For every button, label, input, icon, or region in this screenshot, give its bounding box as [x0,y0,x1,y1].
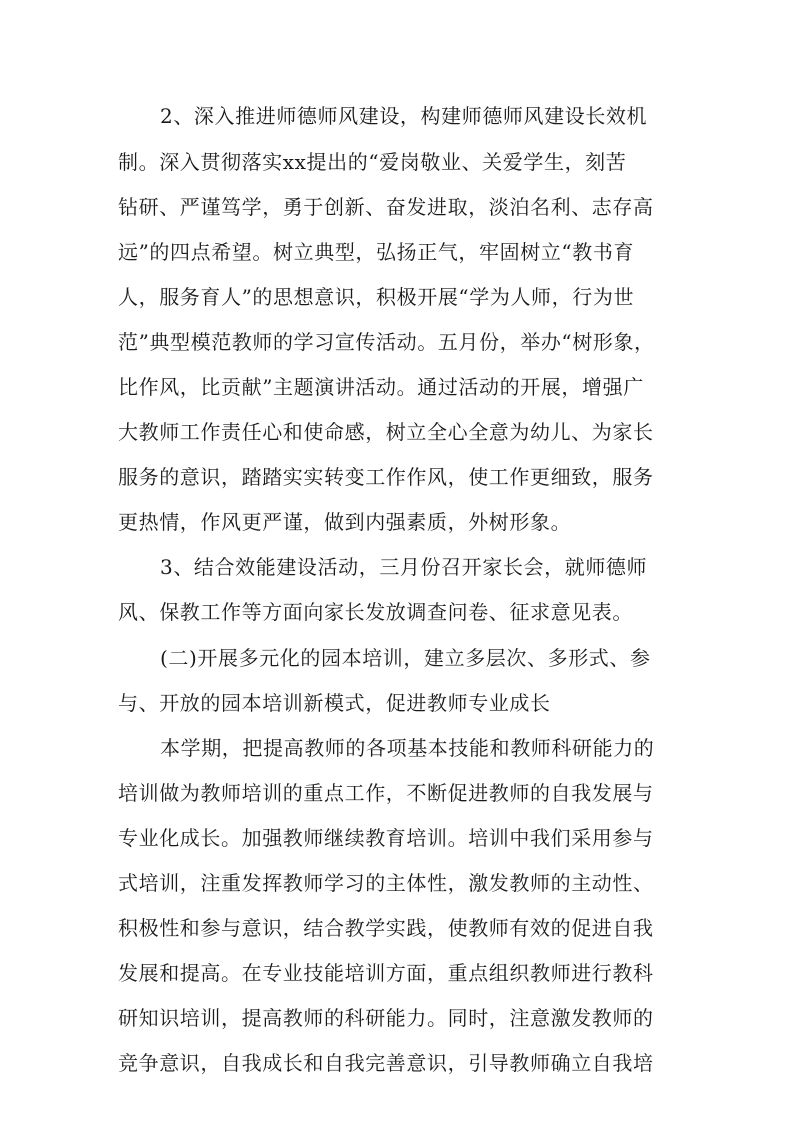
paragraph-line: 制。深入贯彻落实xx提出的“爱岗敬业、关爱学生，刻苦 [118,150,627,174]
paragraph-line: 远”的四点希望。树立典型，弘扬正气，牢固树立“教书育 [118,240,635,264]
paragraph-line: 式培训，注重发挥教师学习的主体性，激发教师的主动性、 [118,871,654,895]
paragraph-line: 3、结合效能建设活动，三月份召开家长会，就师德师 [160,555,648,579]
paragraph-line: 人，服务育人”的思想意识，积极开展“学为人师，行为世 [118,285,635,309]
paragraph-line: 服务的意识，踏踏实实转变工作作风，使工作更细致，服务 [118,465,654,489]
paragraph-line: 比作风，比贡献”主题演讲活动。通过活动的开展，增强广 [118,375,644,399]
paragraph-line: 范”典型模范教师的学习宣传活动。五月份，举办“树形象， [118,330,655,354]
paragraph-line: 研知识培训，提高教师的科研能力。同时，注意激发教师的 [118,1006,654,1030]
paragraph-line: 培训做为教师培训的重点工作，不断促进教师的自我发展与 [118,781,654,805]
paragraph-line: 本学期，把提高教师的各项基本技能和教师科研能力的 [160,736,655,760]
section-heading-line: 与、开放的园本培训新模式，促进教师专业成长 [118,691,551,715]
paragraph-line: 发展和提高。在专业技能培训方面，重点组织教师进行教科 [118,961,654,985]
paragraph-line: 钻研、严谨笃学，勇于创新、奋发进取，淡泊名利、志存高 [118,195,654,219]
paragraph-line: 专业化成长。加强教师继续教育培训。培训中我们采用参与 [118,826,654,850]
section-heading-line: (二)开展多元化的园本培训，建立多层次、多形式、参 [160,646,651,670]
paragraph-line: 2、深入推进师德师风建设，构建师德师风建设长效机 [160,104,648,128]
paragraph-line: 大教师工作责任心和使命感，树立全心全意为幼儿、为家长 [118,420,654,444]
paragraph-line: 竞争意识，自我成长和自我完善意识，引导教师确立自我培 [118,1051,654,1075]
paragraph-line: 风、保教工作等方面向家长发放调查问卷、征求意见表。 [118,600,633,624]
paragraph-line: 积极性和参与意识，结合教学实践，使教师有效的促进自我 [118,916,654,940]
paragraph-line: 更热情，作风更严谨，做到内强素质，外树形象。 [118,510,572,534]
